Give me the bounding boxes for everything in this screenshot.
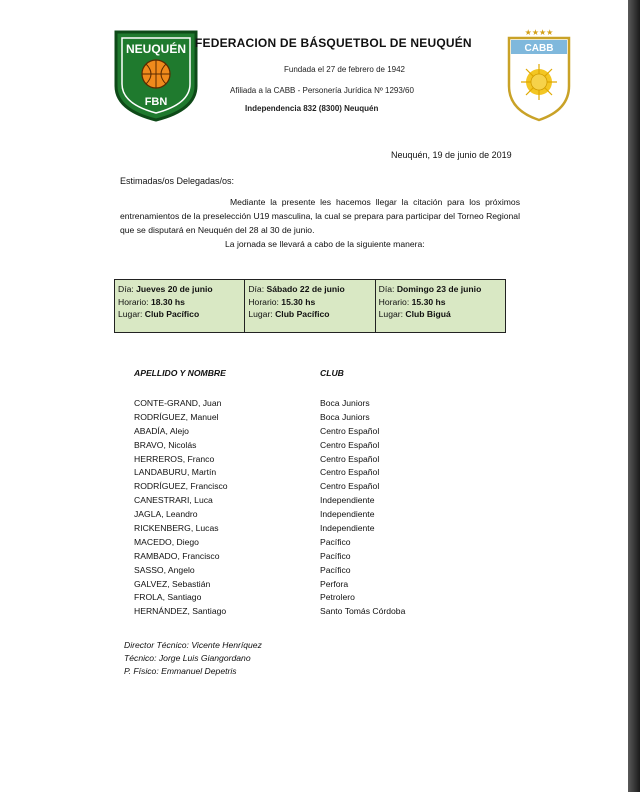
time-label: Horario: [378,296,410,307]
day-value: Sábado 22 de junio [266,284,345,294]
player-name: RODRÍGUEZ, Francisco [134,481,228,492]
logo-left-bottom-text: FBN [144,96,168,108]
staff-list [124,639,262,677]
place-value: Club Pacífico [144,309,200,319]
schedule-cell [115,280,245,332]
player-name: CANESTRARI, Luca [134,495,213,506]
player-club: Independiente [320,523,375,534]
place-value: Club Biguá [405,309,451,319]
time-value: 15.30 hs [281,296,316,307]
player-club: Petrolero [320,592,355,603]
logo-left-top-text: NEUQUÉN [125,42,187,56]
staff-coach: Técnico: Jorge Luis Giangordano [124,652,251,663]
player-name: MACEDO, Diego [134,536,199,547]
intro-text: Mediante la presente les hacemos llegar la citación para los próximos entrenamientos de la preselección U19 masculina, la cual se prepara para participar del Torneo Regional que se disputará en Neuquén del 28 al 30 de junio. [120,197,520,235]
player-name: HERNÁNDEZ, Santiago [134,606,227,617]
cabb-logo [505,26,573,122]
federation-title: FEDERACION DE BÁSQUETBOL DE NEUQUÉN [195,36,472,50]
column-header-club: CLUB [320,368,344,378]
intro-paragraph [120,195,520,237]
player-name: GALVEZ, Sebastián [134,578,211,589]
time-label: Horario: [118,296,149,307]
player-name: HERREROS, Franco [134,453,215,464]
player-clubs-list [320,397,405,619]
day-value: Jueves 20 de junio [136,284,213,294]
place-label: Lugar: [378,309,404,319]
schedule-intro: La jornada se llevará a cabo de la siguiente manera: [225,239,425,249]
place-label: Lugar: [118,309,143,319]
day-label: Día: [118,284,134,294]
player-name: RICKENBERG, Lucas [134,523,219,534]
founded-line: Fundada el 27 de febrero de 1942 [284,65,405,74]
player-club: Santo Tomás Córdoba [320,606,406,617]
document-date: Neuquén, 19 de junio de 2019 [391,150,512,160]
player-name: RODRÍGUEZ, Manuel [134,411,219,422]
place-value: Club Pacífico [275,309,330,319]
player-name: FROLA, Santiago [134,592,202,603]
cabb-stars-icon: ★★★★ [524,28,554,37]
time-value: 15.30 hs [411,296,446,307]
fbn-logo [110,26,202,122]
player-club: Pacífico [320,564,351,575]
day-label: Día: [248,284,265,294]
player-club: Centro Español [320,439,380,450]
player-name: RAMBADO, Francisco [134,550,220,561]
player-name: ABADÍA, Alejo [134,425,189,436]
player-name: CONTE-GRAND, Juan [134,398,222,408]
player-name: LANDABURU, Martín [134,467,217,478]
player-club: Pacífico [320,550,351,561]
player-club: Perfora [320,578,349,589]
player-club: Centro Español [320,425,380,436]
player-club: Centro Español [320,467,380,478]
player-name: SASSO, Angelo [134,564,195,575]
day-label: Día: [378,284,395,294]
player-club: Centro Español [320,481,380,492]
player-names-list [134,397,228,619]
cabb-text: CABB [524,43,554,54]
salutation: Estimadas/os Delegadas/os: [120,176,235,186]
staff-trainer: P. Físico: Emmanuel Depetris [124,665,237,676]
schedule-cell [245,280,375,332]
window-shadow [628,0,640,792]
affiliation-line: Afiliada a la CABB - Personería Jurídica Nº 1293/60 [230,86,414,95]
column-header-name: APELLIDO Y NOMBRE [134,368,226,378]
staff-director: Director Técnico: Vicente Henríquez [124,640,262,650]
player-name: BRAVO, Nicolás [134,439,197,450]
schedule-cell [376,280,505,332]
schedule-table [114,279,506,333]
player-club: Boca Juniors [320,398,370,408]
time-value: 18.30 hs [150,296,185,307]
player-club: Pacífico [320,536,351,547]
player-club: Independiente [320,509,375,520]
time-label: Horario: [248,296,279,307]
player-club: Independiente [320,495,375,506]
player-name: JAGLA, Leandro [134,509,198,520]
player-club: Boca Juniors [320,411,370,422]
place-label: Lugar: [248,309,273,319]
day-value: Domingo 23 de junio [396,284,482,294]
address-line: Independencia 832 (8300) Neuquén [245,104,379,113]
player-club: Centro Español [320,453,380,464]
